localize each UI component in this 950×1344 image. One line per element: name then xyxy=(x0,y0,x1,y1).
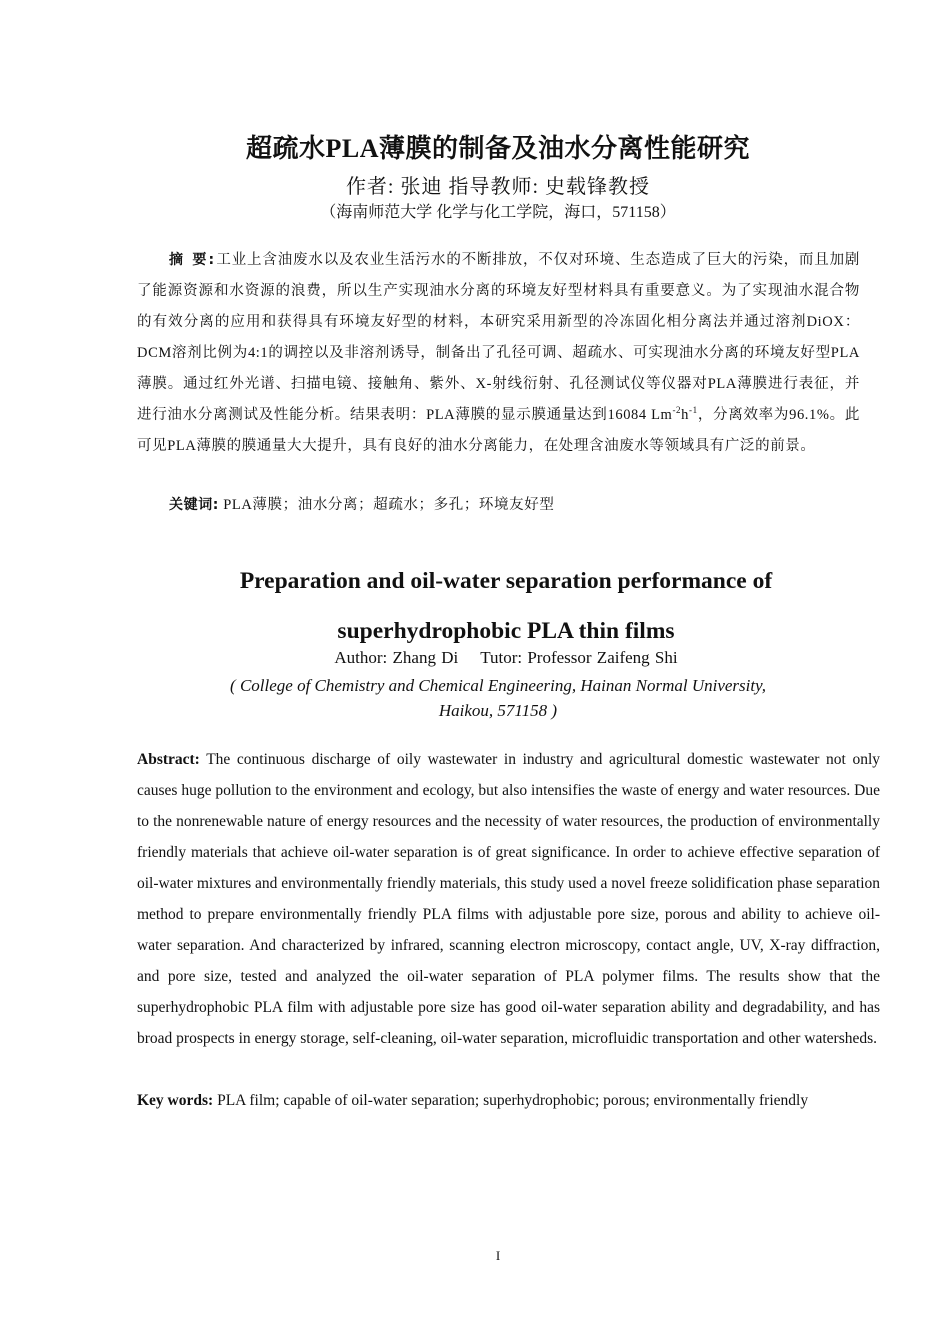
english-author-line xyxy=(0,648,950,668)
english-abstract-text: The continuous discharge of oily wastewater in industry and agricultural domestic wastewater not only causes huge pollution to the environment and ecology, but also intensifies the waste of energy and water resources. Due to the nonrenewable nature of energy resources and the necessity of water resources, the production of environmentally friendly materials that achieve oil-water separation is of great significance. In order to achieve effective separation of oil-water mixtures and environmentally friendly materials, this study used a novel freeze solidification phase separation method to prepare environmentally friendly PLA films with adjustable pore size, porous and ability to achieve oil-water separation. And characterized by infrared, scanning electron microscopy, contact angle, UV, X-ray diffraction, and pore size, tested and analyzed the oil-water separation of PLA polymer films. The results show that the superhydrophobic PLA film with adjustable pore size has good oil-water separation ability and degradability, and has broad prospects in energy storage, self-cleaning, oil-water separation, microfluidic transportation and other watersheds. xyxy=(137,751,880,1047)
chinese-abstract-text-part1: 工业上含油废水以及农业生活污水的不断排放，不仅对环境、生态造成了巨大的污染，而且加剧了能源资源和水资源的浪费，所以生产实现油水分离的环境友好型材料具有重要意义。为了实现油水混合物的有效分离的应用和获得具有环境友好型的材料，本研究采用新型的冷冻固化相分离法并通过溶剂DiOX：DCM溶剂比例为4:1的调控以及非溶剂诱导，制备出了孔径可调、超疏水、可实现油水分离的环境友好型PLA薄膜。通过红外光谱、扫描电镜、接触角、紫外、X-射线衍射、孔径测试仪等仪器对PLA薄膜进行表征，并进行油水分离测试及性能分析。结果表明：PLA薄膜的显示膜通量达到16084 Lm xyxy=(137,252,860,423)
chinese-keywords-text: PLA薄膜；油水分离；超疏水；多孔；环境友好型 xyxy=(223,497,555,513)
unit-exponent-m: -2 xyxy=(672,405,682,416)
unit-exponent-h: -1 xyxy=(689,405,698,416)
english-affiliation-line1: ( College of Chemistry and Chemical Engineering, Hainan Normal University, xyxy=(230,676,766,695)
english-title xyxy=(0,556,950,656)
english-title-line2: superhydrophobic PLA thin films xyxy=(337,618,675,644)
unit-h: h xyxy=(681,407,689,423)
english-abstract xyxy=(137,744,880,1054)
english-keywords-label: Key words: xyxy=(137,1092,214,1109)
chinese-title: 超疏水PLA薄膜的制备及油水分离性能研究 xyxy=(245,134,750,163)
english-author: Author: Zhang Di xyxy=(334,648,459,667)
english-title-line1: Preparation and oil-water separation performance of xyxy=(239,568,773,594)
english-keywords xyxy=(137,1085,860,1116)
chinese-affiliation: （海南师范大学 化学与化工学院，海口，571158） xyxy=(320,204,676,221)
chinese-abstract xyxy=(137,245,860,462)
chinese-abstract-label: 摘 要: xyxy=(169,252,217,268)
chinese-keywords xyxy=(169,493,554,514)
page-number: I xyxy=(495,1248,501,1263)
chinese-keywords-label: 关键词: xyxy=(169,497,219,513)
english-tutor: Tutor: Professor Zaifeng Shi xyxy=(480,648,678,667)
english-keywords-text: PLA film; capable of oil-water separation; superhydrophobic; porous; environmentally friendly xyxy=(217,1092,809,1109)
chinese-abstract-text-part2: ，分离效率为96.1%。此可见PLA薄膜的膜通量大大提升，具有良好的油水分离能力，在处理含油废水等领域具有广泛的前景。 xyxy=(137,407,860,454)
english-affiliation-line2: Haikou, 571158 ) xyxy=(438,701,558,720)
chinese-author-line: 作者: 张迪 指导教师: 史载锋教授 xyxy=(345,176,651,198)
english-affiliation xyxy=(0,673,950,723)
english-abstract-label: Abstract: xyxy=(137,751,200,768)
